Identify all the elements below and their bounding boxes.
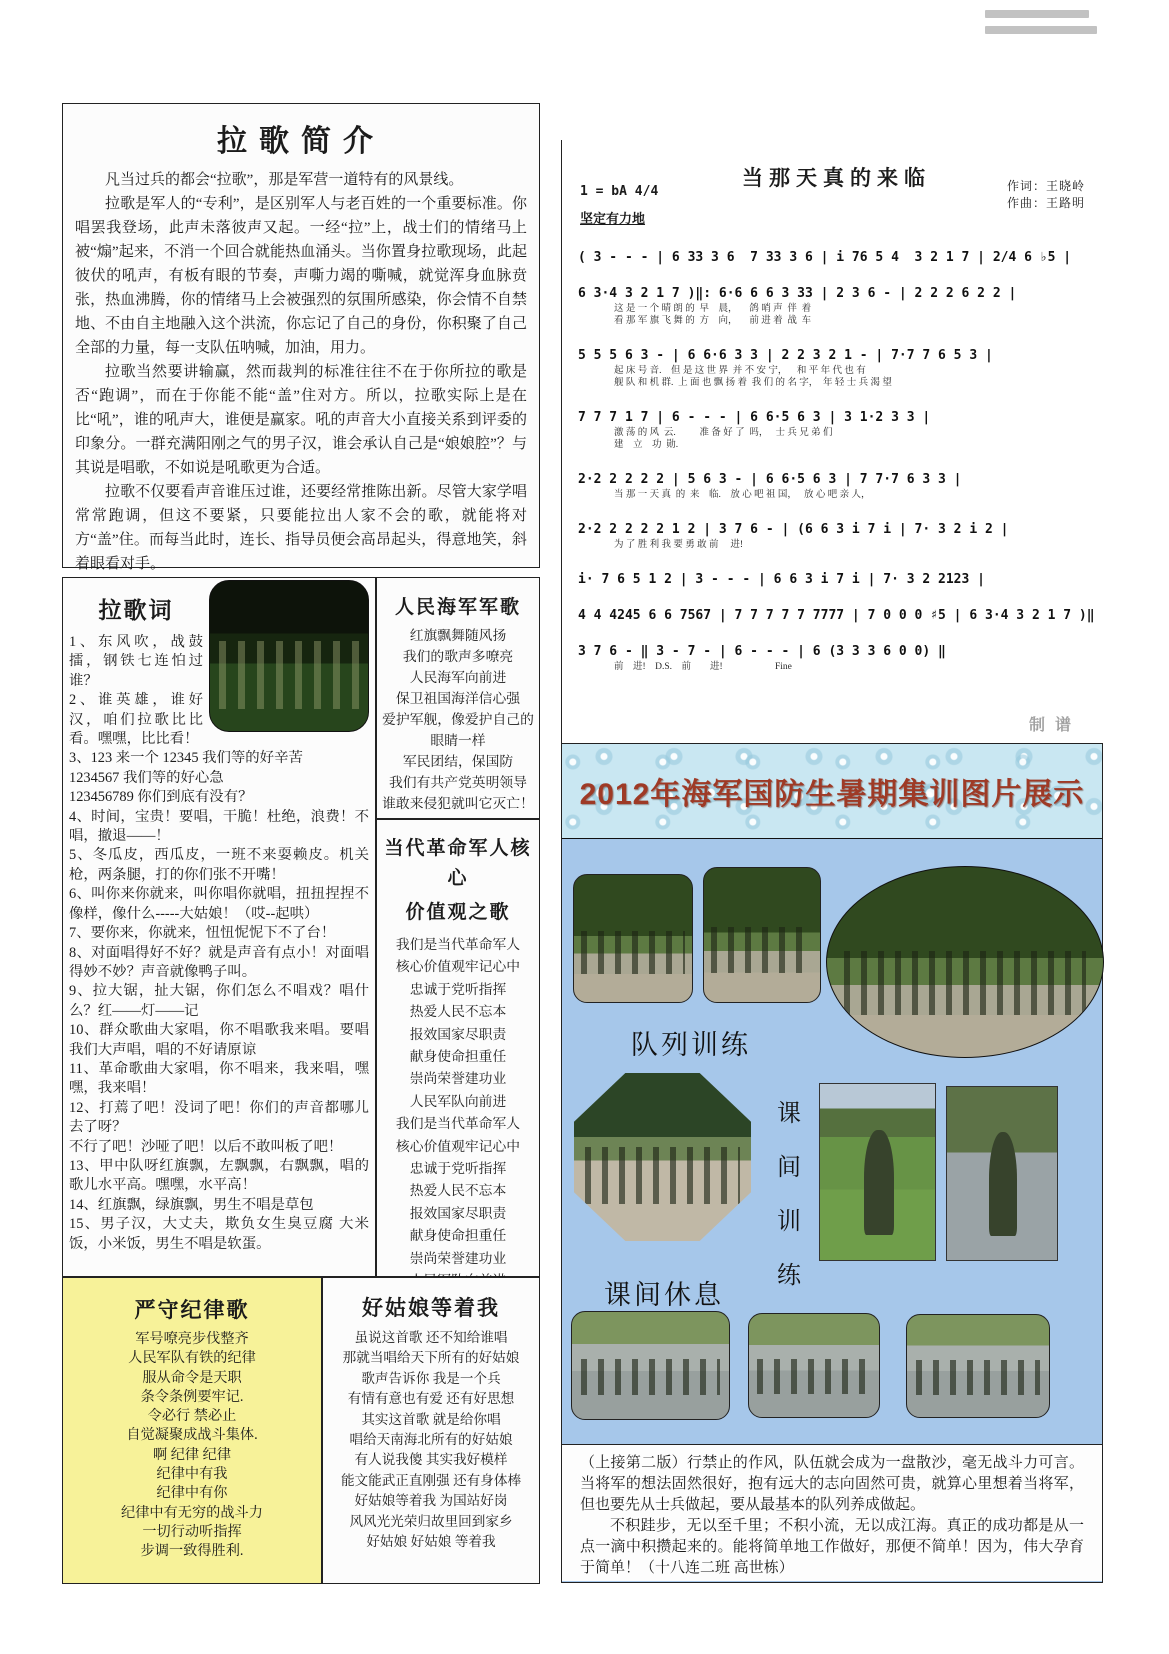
song-line: 人民军队有铁的纪律	[128, 1350, 256, 1367]
notation-row: i· 7 6 5 1 2 | 3 - - - | 6 6 3 i 7 i | 7· 3 2 2123 |	[578, 572, 985, 587]
key-signature: 1 = bA 4/4	[580, 184, 659, 199]
formation-octagon-photo	[574, 1073, 751, 1241]
girl-song-title: 好姑娘等着我	[362, 1297, 500, 1320]
song-line: 服从命令是天职	[142, 1369, 242, 1386]
song-line: 核心价值观牢记心中	[395, 959, 521, 975]
label-break-training-char: 间	[777, 1155, 801, 1181]
closing-paragraph: 不积跬步，无以至千里；不积小流，无以成江海。真正的成功都是从一点一滴中积攒起来的。能将简单地工作做好，那便不简单！因为，伟大孕育于简单！（十八连二班 高世栋）	[580, 1518, 1084, 1576]
notation-row: 7 7 7 1 7 | 6 - - - | 6 6·5 6 3 | 3 1·2 3 3 |	[578, 410, 931, 425]
lage-item: 不行了吧！沙哑了吧！以后不敢叫板了吧！	[69, 1138, 343, 1155]
notation-row: 2·2 2 2 2 2 1 2 | 3 7 6 - | (6 6 3 i 7 i | 7· 3 2 i 2 |	[578, 522, 1009, 537]
notation-row: 4 4 4245 6 6 7567 | 7 7 7 7 7 7777 | 7 0 0 0 ♯5 | 6 3·4 3 2 1 7 )‖	[578, 608, 1095, 623]
girl-song-lines	[323, 1328, 539, 1552]
notation-row: 起 床 号 音. 但 是 这 世 界 并 不 安 宁， 和 平 年 代 也 有	[614, 366, 866, 376]
lage-title: 拉歌词	[98, 597, 174, 623]
core-song-title-line1: 当代革命军人核心	[384, 838, 532, 889]
lage-item: 15、男子汉，大丈夫，欺负女生臭豆腐 大米饭，小米饭，男生不唱是软蛋。	[69, 1216, 369, 1252]
song-line: 核心价值观牢记心中	[395, 1138, 521, 1154]
navy-song-title: 人民海军军歌	[394, 597, 521, 618]
closing-text	[562, 1444, 1102, 1581]
sheet-music-section	[561, 140, 1103, 743]
label-break-rest: 课间休息	[604, 1280, 724, 1310]
intro-section	[62, 103, 540, 572]
tiny-text-line	[985, 10, 1089, 18]
song-line: 我们是当代革命军人	[395, 937, 521, 952]
intro-paragraph: 凡当过兵的都会“拉歌”，那是军营一道特有的风景线。	[105, 172, 464, 188]
lage-item: 8、对面唱得好不好？就是声音有点小！对面唱得妙不妙？声音就像鸭子叫。	[69, 944, 369, 980]
rest-photo-2	[748, 1313, 880, 1418]
rest-photo-1	[571, 1311, 730, 1420]
lage-item: 1、东风吹，战鼓擂，钢铁七连怕过谁？	[69, 634, 203, 689]
song-line: 一切行动听指挥	[142, 1523, 242, 1540]
tiny-text-line	[985, 26, 1097, 34]
song-line: 热爱人民不忘本	[409, 1183, 507, 1199]
song-line: 虽说这首歌 还不知给谁唱	[354, 1330, 508, 1345]
break-training-photo-1	[819, 1083, 936, 1261]
song-line: 有情有意也有爱 还有好思想	[347, 1391, 515, 1407]
song-line: 人民海军向前进	[409, 670, 507, 685]
notation-row: 前 进! D.S. 前 进! Fine	[614, 662, 792, 672]
intro-paragraph: 拉歌是军人的“专利”，是区别军人与老百姓的一个重要标准。你唱罢我登场，此声未落彼声又起。一经“拉”上，战士们的情绪马上被“煽”起来，不消一个回合就能热血涌头。当你置身拉歌现场，此起彼伏的吼声，有板有眼的节奏，声嘶力竭的嘶喊，就觉浑身血脉贲张，热血沸腾，你的情绪马上会被强烈的氛围所感染，你会情不自禁地、不由自主地融入这个洪流，你忘记了自己的身份，你积聚了自己全部的力量，每一支队伍呐喊，加油，用力。	[75, 196, 527, 356]
discipline-song-lines	[63, 1330, 321, 1562]
credit-line: 作曲：王路明	[1006, 196, 1085, 210]
discipline-song-title: 严守纪律歌	[134, 1299, 250, 1322]
notation-lines	[578, 250, 1095, 673]
gallery-banner-title: 2012年海军国防生暑期集训图片展示	[579, 778, 1085, 811]
drill-photo-1	[573, 874, 693, 1003]
lage-item: 10、群众歌曲大家唱，你不唱歌我来唱。要唱我们大声唱，唱的不好请原谅	[69, 1022, 369, 1058]
photo-area	[562, 839, 1102, 1444]
notation-row: ( 3 - - - | 6 33 3 6 7 33 3 6 | i 76 5 4 3 2 1 7 | 2/4 6 ♭5 |	[578, 250, 1072, 265]
song-title: 当那天真的来临	[742, 166, 931, 190]
song-line: 令必行 禁必止	[147, 1408, 237, 1425]
song-line: 纪律中有我	[156, 1466, 228, 1483]
lage-item: 11、革命歌曲大家唱，你不唱来，我来唱，嘿嘿，我来唱！	[69, 1060, 369, 1097]
song-line: 风风光光荣归故里回到家乡	[349, 1513, 513, 1529]
lage-item: 6、叫你来你就来，叫你唱你就唱，扭扭捏捏不像样，像什么-----大姑娘！（哎--起哄）	[69, 886, 369, 922]
song-line: 报效国家尽职责	[409, 1026, 507, 1042]
exercise-ellipse-photo	[826, 866, 1104, 1058]
song-line: 热爱人民不忘本	[409, 1004, 507, 1020]
label-break-training-char: 练	[777, 1263, 801, 1289]
drill-photo-2	[703, 867, 821, 1003]
notation-row: 激 荡 的 风 云. 准 备 好 了 吗， 士 兵 兄 弟 们	[614, 428, 833, 438]
label-break-training-char: 课	[777, 1101, 801, 1127]
song-line: 条令条例要牢记.	[140, 1388, 244, 1405]
song-line: 啊 纪律 纪律	[152, 1446, 232, 1463]
song-line: 我们是当代革命军人	[395, 1116, 521, 1132]
lage-item: 123456789 你们到底有没有？	[69, 789, 253, 806]
song-line: 军号嘹亮步伐整齐	[135, 1331, 249, 1347]
notation-row: 这 是 一 个 晴 朗 的 早 晨， 鸽 哨 声 伴 着	[614, 304, 812, 314]
label-drill-training: 队列训练	[631, 1030, 751, 1060]
song-line: 人民军队向前进	[409, 1093, 507, 1109]
lage-item: 1234567 我们等的好心急	[69, 769, 224, 786]
notation-row: 建 立 功 勋.	[614, 440, 679, 450]
notation-row: 看 那 军 旗 飞 舞 的 方 向， 前 进 着 战 车	[614, 316, 812, 326]
song-line: 谁敢来侵犯就叫它灭亡！	[382, 796, 534, 811]
label-break-training	[775, 1093, 803, 1309]
song-line: 忠诚于党听指挥	[409, 981, 507, 997]
notation-stamp: 制谱	[1028, 717, 1081, 734]
song-credits	[1007, 178, 1085, 212]
credit-line: 作词：王晓岭	[1006, 179, 1085, 193]
intro-paragraph: 拉歌当然要讲输赢，然而裁判的标准往往不在于你所拉的歌是否“跑调”，而在于你能不能“盖”住对方。所以，拉歌实际上是在比“吼”，谁的吼声大，谁便是赢家。吼的声音大小直接关系到评委的印象分。一群充满阳刚之气的男子汉，谁会承认自己是“娘娘腔”？与其说是唱歌，不如说是吼歌更为合适。	[75, 364, 527, 476]
song-line: 献身使命担重任	[409, 1049, 507, 1065]
discipline-song-section	[62, 1277, 322, 1584]
lage-item: 13、甲中队呀红旗飘，左飘飘，右飘飘，唱的歌儿水平高。嘿嘿，水平高！	[69, 1157, 369, 1194]
song-line: 军民团结，保国防	[402, 754, 514, 769]
notation-row: 6 3·4 3 2 1 7 )‖: 6·6 6 6 3 33 | 2 3 6 - | 2 2 2 6 2 2 |	[578, 286, 1017, 301]
notation-row: 3 7 6 - ‖ 3 - 7 - | 6 - - - | 6 (3 3 3 6 0 0) ‖	[578, 644, 946, 659]
song-line: 能文能武正直刚强 还有身体棒	[340, 1472, 522, 1488]
song-line: 那就当唱给天下所有的好姑娘	[342, 1350, 520, 1366]
song-line: 好姑娘等着我 为国站好岗	[354, 1493, 508, 1509]
song-line: 步调一致得胜利.	[140, 1543, 244, 1560]
song-line: 崇尚荣誉建功业	[409, 1250, 507, 1266]
intro-paragraphs	[75, 168, 527, 576]
song-line: 报效国家尽职责	[409, 1205, 507, 1221]
core-values-song-section	[376, 819, 540, 1277]
lage-item: 14、红旗飘，绿旗飘，男生不唱是草包	[69, 1196, 314, 1213]
song-line: 自觉凝聚成战斗集体.	[126, 1427, 258, 1444]
rest-photo-3	[906, 1314, 1050, 1418]
tempo-marking: 坚定有力地	[580, 211, 646, 226]
lage-item: 7、要你来，你就来，忸忸怩怩下不了台！	[69, 925, 336, 942]
song-line: 崇尚荣誉建功业	[409, 1071, 507, 1087]
song-line: 红旗飘舞随风扬	[409, 628, 507, 643]
lage-item: 4、时间，宝贵！要唱，干脆！杜绝，浪费！不唱，撤退——！	[69, 808, 369, 845]
core-song-title-line2: 价值观之歌	[405, 902, 511, 923]
song-line: 献身使命担重任	[409, 1228, 507, 1244]
lage-lyrics-section	[62, 577, 376, 1277]
notation-row: 当 那 一 天 真 的 来 临. 放 心 吧 祖 国， 放 心 吧 亲 人，	[614, 490, 871, 500]
song-line: 好姑娘 好姑娘 等着我	[366, 1534, 496, 1550]
break-training-photo-2	[946, 1086, 1058, 1261]
notation-row: 为 了 胜 利 我 要 勇 敢 前 进!	[614, 540, 744, 550]
lage-item: 9、拉大锯，扯大锯，你们怎么不唱戏？唱什么？红——灯——记	[69, 983, 369, 1019]
song-line: 我们有共产党英明领导	[389, 775, 527, 790]
song-line: 爱护军舰，像爱护自己的眼睛一样	[382, 712, 534, 748]
navy-song-lines	[377, 625, 539, 814]
song-line: 纪律中有无穷的战斗力	[121, 1504, 263, 1521]
lage-item: 2、谁英雄，谁好汉，咱们拉歌比比看。嘿嘿，比比看！	[69, 692, 203, 748]
song-line: 其实这首歌 就是给你唱	[361, 1411, 501, 1427]
photo-gallery-section	[561, 743, 1103, 1583]
gallery-banner	[562, 744, 1102, 839]
intro-paragraph: 拉歌不仅要看声音谁压过谁，还要经常推陈出新。尽管大家学唱常常跑调，但这不要紧，只要能拉出人家不会的歌，就能将对方“盖”住。而每当此时，连长、指导员便会高昂起头，得意地笑，斜着眼看对手。	[75, 484, 527, 572]
song-line: 我们的歌声多嘹亮	[402, 649, 514, 664]
label-break-training-char: 训	[777, 1209, 801, 1235]
intro-title: 拉歌简介	[217, 125, 385, 158]
navy-song-section	[376, 577, 540, 819]
notation-row: 5 5 5 6 3 - | 6 6·6 3 3 | 2 2 3 2 1 - | 7·7 7 6 5 3 |	[578, 348, 993, 363]
song-line: 歌声告诉你 我是一个兵	[361, 1370, 501, 1386]
notation-row: 2·2 2 2 2 2 | 5 6 3 - | 6 6·5 6 3 | 7 7·7 6 3 3 |	[578, 472, 962, 487]
lage-item: 5、冬瓜皮，西瓜皮，一班不来耍赖皮。机关枪，两条腿，打的你们张不开嘴！	[69, 847, 369, 883]
song-line: 纪律中有你	[156, 1485, 228, 1502]
lage-item: 3、123 来一个 12345 我们等的好辛苦	[69, 750, 303, 767]
song-line: 保卫祖国海洋信心强	[395, 691, 521, 706]
girl-song-section	[322, 1277, 540, 1584]
song-line: 有人说我傻 其实我好模样	[354, 1452, 508, 1468]
closing-paragraph: （上接第二版）行禁止的作风，队伍就会成为一盘散沙，毫无战斗力可言。当将军的想法固然很好，抱有远大的志向固然可贵，就算心里想着当将军，但也要先从士兵做起，要从最基本的队列养成做起。	[580, 1455, 1084, 1513]
lage-item: 12、打蔫了吧！没词了吧！你们的声音都哪儿去了呀？	[69, 1099, 369, 1136]
song-line: 唱给天南海北所有的好姑娘	[349, 1432, 513, 1448]
notation-row: 舰 队 和 机 群. 上 面 也 飘 扬 着 我 们 的 名 字， 年 轻 士 兵 渴 望	[614, 378, 892, 388]
core-song-lines	[377, 934, 539, 1293]
night-singing-photo	[209, 580, 369, 732]
song-line: 忠诚于党听指挥	[409, 1161, 507, 1177]
